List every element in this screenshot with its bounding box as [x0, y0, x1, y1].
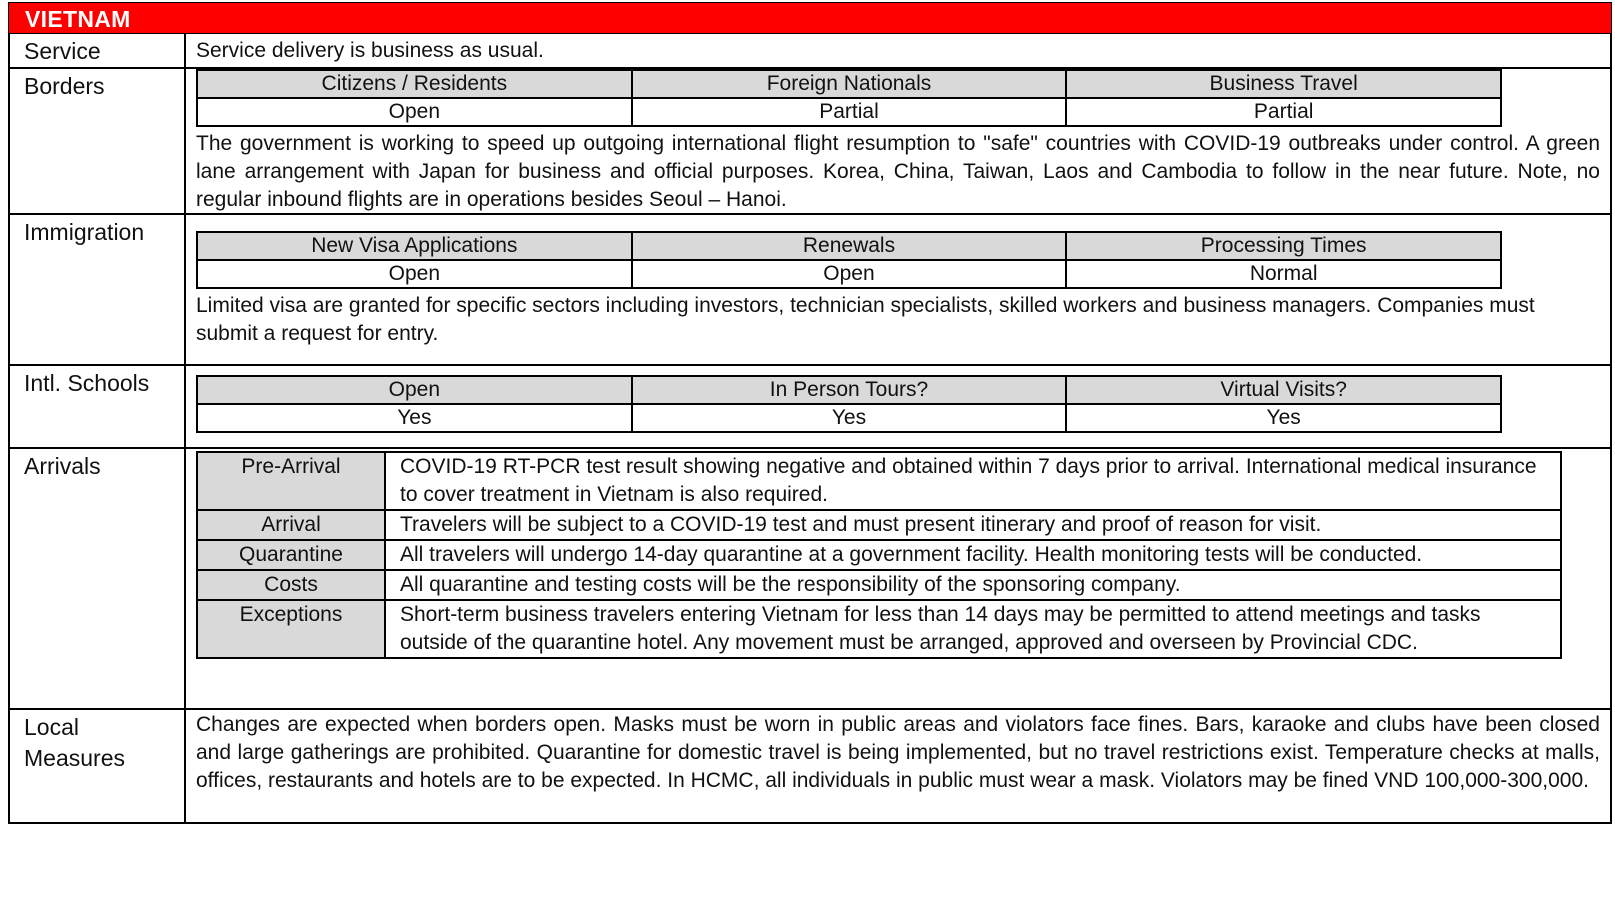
borders-label: Borders: [10, 69, 186, 213]
local-measures-row: [8, 710, 1612, 824]
arrivals-table-row: [197, 540, 1561, 570]
schools-status-table: [196, 375, 1502, 433]
schools-header: Open: [197, 376, 632, 404]
immigration-header: Renewals: [632, 232, 1067, 260]
arrivals-key: Exceptions: [197, 600, 385, 658]
arrivals-key: Costs: [197, 570, 385, 600]
schools-label: Intl. Schools: [10, 366, 186, 447]
borders-header: Citizens / Residents: [197, 70, 632, 98]
schools-row: [8, 366, 1612, 449]
borders-header: Business Travel: [1066, 70, 1501, 98]
arrivals-key: Arrival: [197, 510, 385, 540]
arrivals-value: All travelers will undergo 14-day quarantine at a government facility. Health monitoring tests will be conducted.: [385, 540, 1561, 570]
arrivals-value: Short-term business travelers entering Vietnam for less than 14 days may be permitted to attend meetings and tasks outside of the quarantine hotel. Any movement must be arranged, approved and overseen by Provincial CDC.: [385, 600, 1561, 658]
immigration-header: New Visa Applications: [197, 232, 632, 260]
borders-header: Foreign Nationals: [632, 70, 1067, 98]
arrivals-key: Pre-Arrival: [197, 452, 385, 510]
arrivals-table-row: [197, 452, 1561, 510]
immigration-value: Open: [632, 260, 1067, 288]
borders-value: Partial: [632, 98, 1067, 126]
immigration-value: Open: [197, 260, 632, 288]
arrivals-key: Quarantine: [197, 540, 385, 570]
arrivals-table-row: [197, 510, 1561, 540]
immigration-label: Immigration: [10, 215, 186, 364]
arrivals-value: All quarantine and testing costs will be the responsibility of the sponsoring company.: [385, 570, 1561, 600]
service-text: Service delivery is business as usual.: [196, 39, 544, 62]
arrivals-table-row: [197, 600, 1561, 658]
borders-value: Partial: [1066, 98, 1501, 126]
borders-row: [8, 69, 1612, 215]
schools-header: Virtual Visits?: [1066, 376, 1501, 404]
immigration-header: Processing Times: [1066, 232, 1501, 260]
arrivals-table: [196, 451, 1562, 659]
borders-note: The government is working to speed up outgoing international flight resumption to "safe" countries with COVID-19 outbreaks under control. A green lane arrangement with Japan for business and official purposes. Korea, China, Taiwan, Laos and Cambodia to follow in the near future. Note, no regular inbound flights are in operations besides Seoul – Hanoi.: [196, 132, 1600, 211]
immigration-note: Limited visa are granted for specific sectors including investors, technician specialists, skilled workers and business managers. Companies must submit a request for entry.: [196, 294, 1535, 345]
service-label: Service: [10, 34, 186, 67]
immigration-status-table: [196, 231, 1502, 289]
borders-value: Open: [197, 98, 632, 126]
country-title: VIETNAM: [25, 6, 131, 32]
schools-header: In Person Tours?: [632, 376, 1067, 404]
country-title-bar: [8, 2, 1612, 34]
arrivals-label: Arrivals: [10, 449, 186, 708]
service-row: [8, 34, 1612, 69]
arrivals-row: [8, 449, 1612, 710]
country-sheet: [8, 2, 1612, 848]
borders-status-table: [196, 69, 1502, 127]
schools-value: Yes: [197, 404, 632, 432]
local-measures-label: Local Measures: [10, 710, 186, 822]
schools-value: Yes: [632, 404, 1067, 432]
arrivals-table-row: [197, 570, 1561, 600]
arrivals-value: Travelers will be subject to a COVID-19 test and must present itinerary and proof of reason for visit.: [385, 510, 1561, 540]
immigration-row: [8, 215, 1612, 366]
schools-value: Yes: [1066, 404, 1501, 432]
immigration-value: Normal: [1066, 260, 1501, 288]
local-measures-text: Changes are expected when borders open. Masks must be worn in public areas and violators face fines. Bars, karaoke and clubs have been closed and large gatherings are prohibited. Quarantine for domestic travel is being implemented, but no travel restrictions exist. Temperature checks at malls, offices, restaurants and hotels are to be expected. In HCMC, all individuals in public must wear a mask. Violators may be fined VND 100,000-300,000.: [196, 713, 1600, 792]
arrivals-value: COVID-19 RT-PCR test result showing negative and obtained within 7 days prior to arrival. International medical insurance to cover treatment in Vietnam is also required.: [385, 452, 1561, 510]
